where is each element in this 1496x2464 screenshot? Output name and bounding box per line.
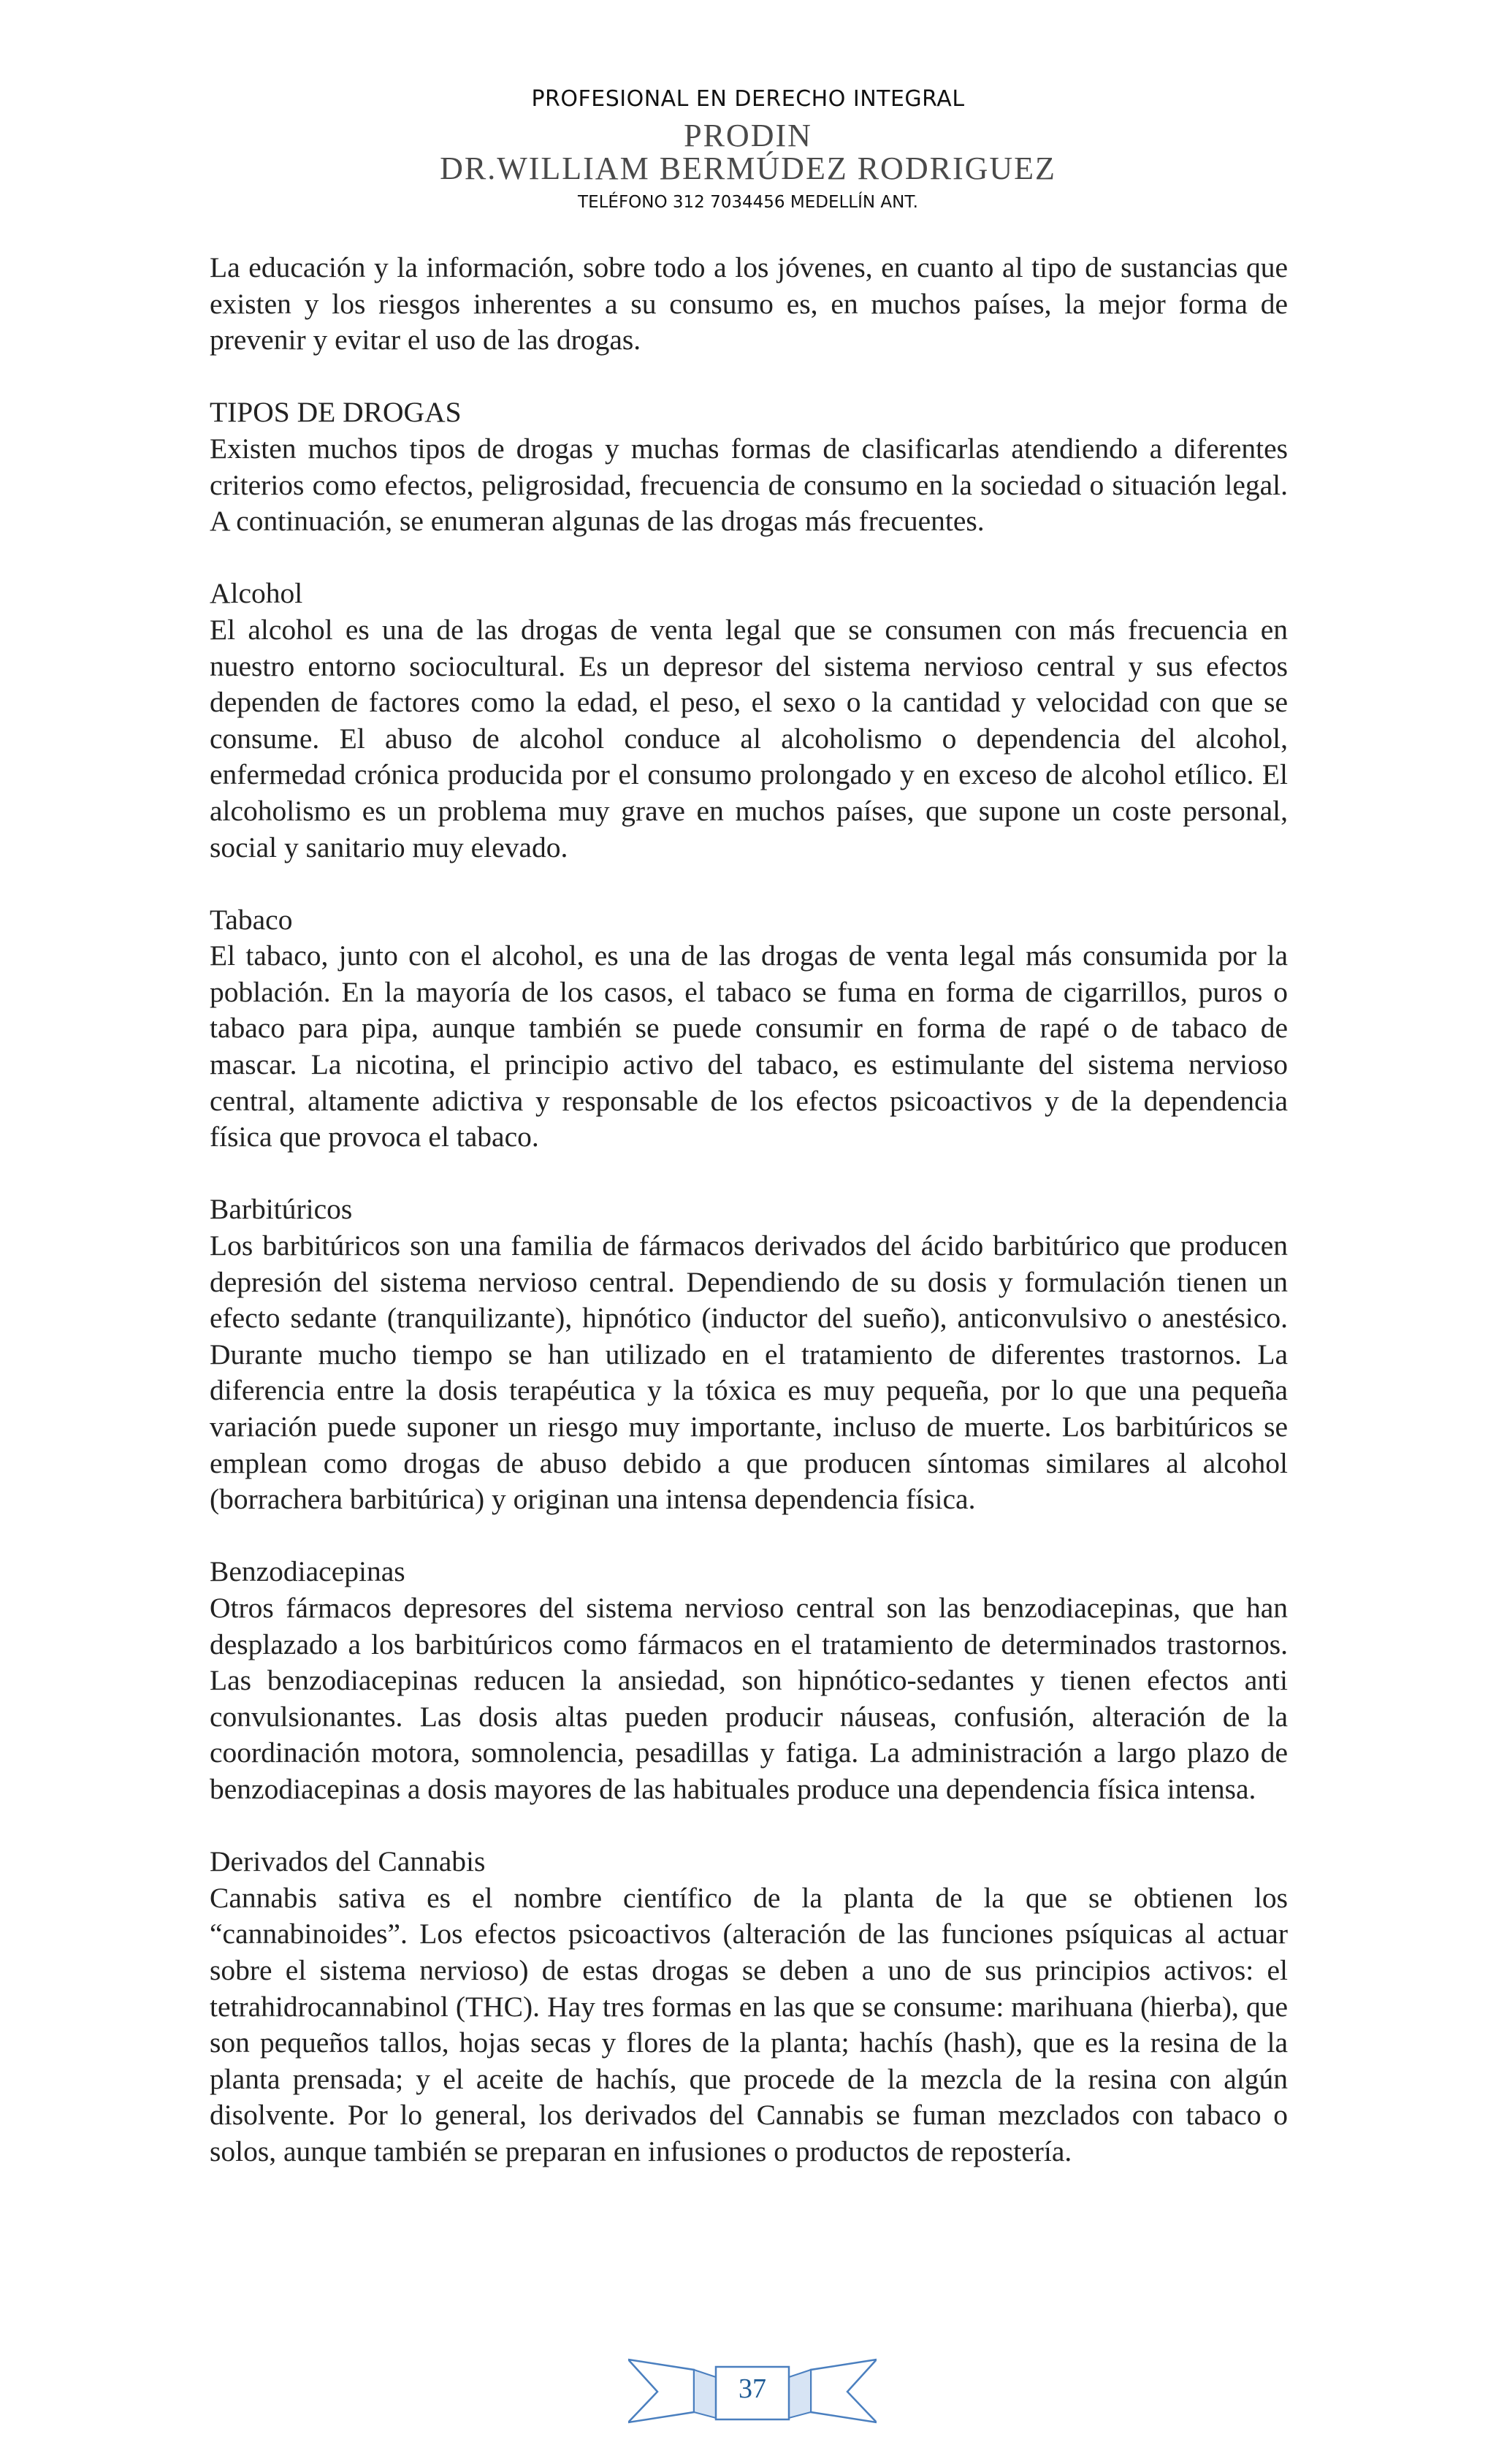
section-title-tabaco: Tabaco (210, 903, 293, 936)
header-profession: PROFESIONAL EN DERECHO INTEGRAL (531, 86, 965, 112)
intro-paragraph: La educación y la información, sobre todo a los jóvenes, en cuanto al tipo de sustancias que existen y los riesgos inherentes a su consumo es, en muchos países, la mejor forma de prevenir y evitar el uso de las drogas. (210, 251, 1288, 356)
header-acronym: PRODIN (684, 118, 812, 153)
page-number: 37 (739, 2373, 766, 2404)
section-title-tipos: TIPOS DE DROGAS (210, 396, 462, 429)
header-author: DR.WILLIAM BERMÚDEZ RODRIGUEZ (440, 150, 1056, 186)
page-number-ribbon (628, 2354, 877, 2427)
header-phone: TELÉFONO 312 7034456 MEDELLÍN ANT. (578, 193, 918, 212)
section-title-barbituricos: Barbitúricos (210, 1193, 353, 1226)
section-text-alcohol: El alcohol es una de las drogas de venta legal que se consumen con más frecuencia en nuestro entorno sociocultural. Es un depresor del sistema nervioso central y sus efectos dependen de factores como la edad, el peso, el sexo o la cantidad y velocidad con que se consume. El abuso de alcohol conduce al alcoholismo o dependencia del alcohol, enfermedad crónica producida por el consumo prolongado y en exceso de alcohol etílico. El alcoholismo es un problema muy grave en muchos países, que supone un coste personal, social y sanitario muy elevado. (210, 613, 1288, 863)
section-text-barbituricos: Los barbitúricos son una familia de fármacos derivados del ácido barbitúrico que producen depresión del sistema nervioso central. Dependiendo de su dosis y formulación tienen un efecto sedante (tranquilizante), hipnótico (inductor del sueño), anticonvulsivo o anestésico. Durante mucho tiempo se han utilizado en el tratamiento de diferentes trastornos. La diferencia entre la dosis terapéutica y la tóxica es muy pequeña, por lo que una pequeña variación puede suponer un riesgo muy importante, incluso de muerte. Los barbitúricos se emplean como drogas de abuso debido a que producen síntomas similares al alcohol (borrachera barbitúrica) y originan una intensa dependencia física. (210, 1229, 1288, 1516)
section-text-benzodiacepinas: Otros fármacos depresores del sistema nervioso central son las benzodiacepinas, que han desplazado a los barbitúricos como fármacos en el tratamiento de determinados trastornos. Las benzodiacepinas reducen la ansiedad, son hipnótico-sedantes y tienen efectos anti convulsionantes. Las dosis altas pueden producir náuseas, confusión, alteración de la coordinación motora, somnolencia, pesadillas y fatiga. La administración a largo plazo de benzodiacepinas a dosis mayores de las habituales produce una dependencia física intensa. (210, 1591, 1288, 1805)
section-title-benzodiacepinas: Benzodiacepinas (210, 1555, 405, 1588)
section-title-alcohol: Alcohol (210, 577, 303, 610)
section-text-tipos: Existen muchos tipos de drogas y muchas formas de clasificarlas atendiendo a diferentes criterios como efectos, peligrosidad, frecuencia de consumo en la sociedad o situación legal. A continuación, se enumeran algunas de las drogas más frecuentes. (210, 432, 1288, 538)
section-text-cannabis: Cannabis sativa es el nombre científico de la planta de la que se obtienen los “cannabinoides”. Los efectos psicoactivos (alteración de las funciones psíquicas al actuar sobre el sistema nervioso) de estas drogas se deben a uno de sus principios activos: el tetrahidrocannabinol (THC). Hay tres formas en las que se consume: marihuana (hierba), que son pequeños tallos, hojas secas y flores de la planta; hachís (hash), que es la resina de la planta prensada; y el aceite de hachís, que procede de la mezcla de la resina con algún disolvente. Por lo general, los derivados del Cannabis se fuman mezclados con tabaco o solos, aunque también se preparan en infusiones o productos de repostería. (210, 1881, 1288, 2167)
section-text-tabaco: El tabaco, junto con el alcohol, es una de las drogas de venta legal más consumida por la población. En la mayoría de los casos, el tabaco se fuma en forma de cigarrillos, puros o tabaco para pipa, aunque también se puede consumir en forma de rapé o de tabaco de mascar. La nicotina, el principio activo del tabaco, es estimulante del sistema nervioso central, altamente adictiva y responsable de los efectos psicoactivos y de la dependencia física que provoca el tabaco. (210, 939, 1288, 1153)
document-body (210, 250, 1288, 2170)
section-title-cannabis: Derivados del Cannabis (210, 1845, 486, 1878)
